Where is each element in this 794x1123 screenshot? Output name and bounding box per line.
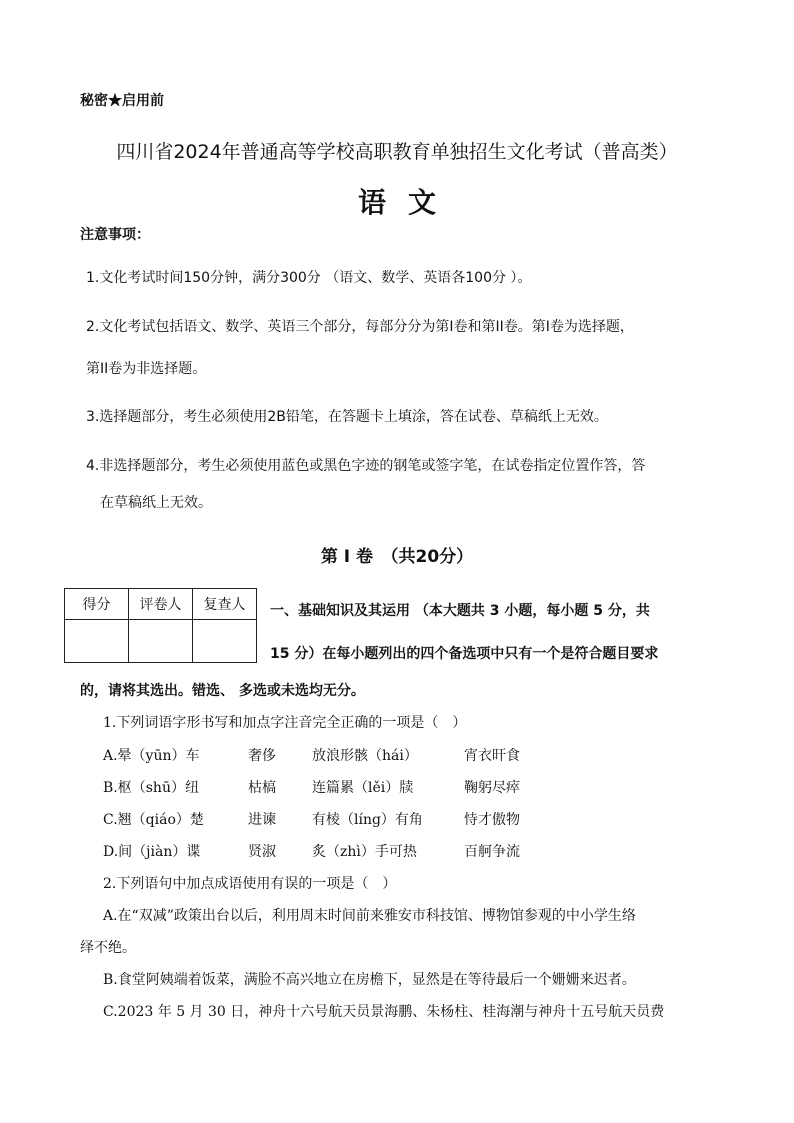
q1-option-d-word2: 贤淑 <box>248 844 276 860</box>
notice-item-continued: 第II卷为非选择题。 <box>86 361 207 377</box>
reviewer-header: 复查人 <box>193 589 257 620</box>
grader-header: 评卷人 <box>129 589 193 620</box>
question-1-stem: 1.下列词语字形书写和加点字注音完全正确的一项是（ ） <box>103 715 467 731</box>
exam-title: 四川省2024年普通高等学校高职教育单独招生文化考试（普高类） <box>116 141 678 163</box>
q1-option-a-word4: 宵衣旰食 <box>464 748 520 764</box>
q2-option-b: B.食堂阿姨端着饭菜，满脸不高兴地立在房檐下，显然是在等待最后一个姗姗来迟者。 <box>103 972 636 988</box>
q2-option-a: A.在“双减”政策出台以后，利用周末时间前来雅安市科技馆、博物馆参观的中小学生络 <box>103 908 636 924</box>
q1-option-b-word1: B.枢（shū）纽 <box>103 780 199 796</box>
q1-option-b-word4: 鞠躬尽瘁 <box>464 780 520 796</box>
q2-option-a-continued: 绎不绝。 <box>80 940 136 956</box>
q1-option-c-word3: 有棱（líng）有角 <box>312 812 423 828</box>
confidential-label: 秘密★启用前 <box>80 93 164 109</box>
q2-option-c: C.2023 年 5 月 30 日，神舟十六号航天员景海鹏、朱杨柱、桂海潮与神舟十五号航天员费 <box>103 1004 665 1020</box>
subject-title: 语文 <box>357 186 458 219</box>
q1-option-a-word2: 奢侈 <box>248 748 276 764</box>
notice-heading: 注意事项： <box>80 227 150 243</box>
section-instructions-continued: 的，请将其选出。错选、 多选或未选均无分。 <box>80 683 365 699</box>
reviewer-cell[interactable] <box>193 620 257 663</box>
q1-option-a-word1: A.晕（yūn）车 <box>103 748 200 764</box>
q1-option-c-word4: 恃才傲物 <box>464 812 520 828</box>
notice-item: 4.非选择题部分，考生必须使用蓝色或黑色字迹的钢笔或签字笔，在试卷指定位置作答，答 <box>86 458 646 474</box>
section-heading: 一、基础知识及其运用 （本大题共 3 小题，每小题 5 分，共 <box>270 603 650 619</box>
question-2-stem: 2.下列语句中加点成语使用有误的一项是（ ） <box>103 876 397 892</box>
q1-option-d-word3: 炙（zhì）手可热 <box>312 844 417 860</box>
q1-option-d-word1: D.间（jiàn）谍 <box>103 844 201 860</box>
notice-item: 1.文化考试时间150分钟，满分300分 （语文、数学、英语各100分 ）。 <box>86 270 532 286</box>
volume-title: 第 I 卷 （共20分） <box>320 547 474 567</box>
q1-option-c-word1: C.翘（qiáo）楚 <box>103 812 204 828</box>
notice-item: 3.选择题部分，考生必须使用2B铅笔，在答题卡上填涂，答在试卷、草稿纸上无效。 <box>86 409 608 425</box>
q1-option-a-word3: 放浪形骸（hái） <box>312 748 418 764</box>
q1-option-b-word3: 连篇累（lěi）牍 <box>312 780 414 796</box>
q1-option-c-word2: 进谏 <box>248 812 276 828</box>
q1-option-d-word4: 百舸争流 <box>464 844 520 860</box>
score-cell[interactable] <box>65 620 129 663</box>
grader-cell[interactable] <box>129 620 193 663</box>
q1-option-b-word2: 枯槁 <box>248 780 276 796</box>
score-header: 得分 <box>65 589 129 620</box>
section-instructions: 15 分）在每小题列出的四个备选项中只有一个是符合题目要求 <box>270 646 659 662</box>
notice-item-continued: 在草稿纸上无效。 <box>100 495 212 511</box>
notice-item: 2.文化考试包括语文、数学、英语三个部分，每部分分为第I卷和第II卷。第I卷为选择题， <box>86 319 634 335</box>
score-table <box>64 588 257 663</box>
